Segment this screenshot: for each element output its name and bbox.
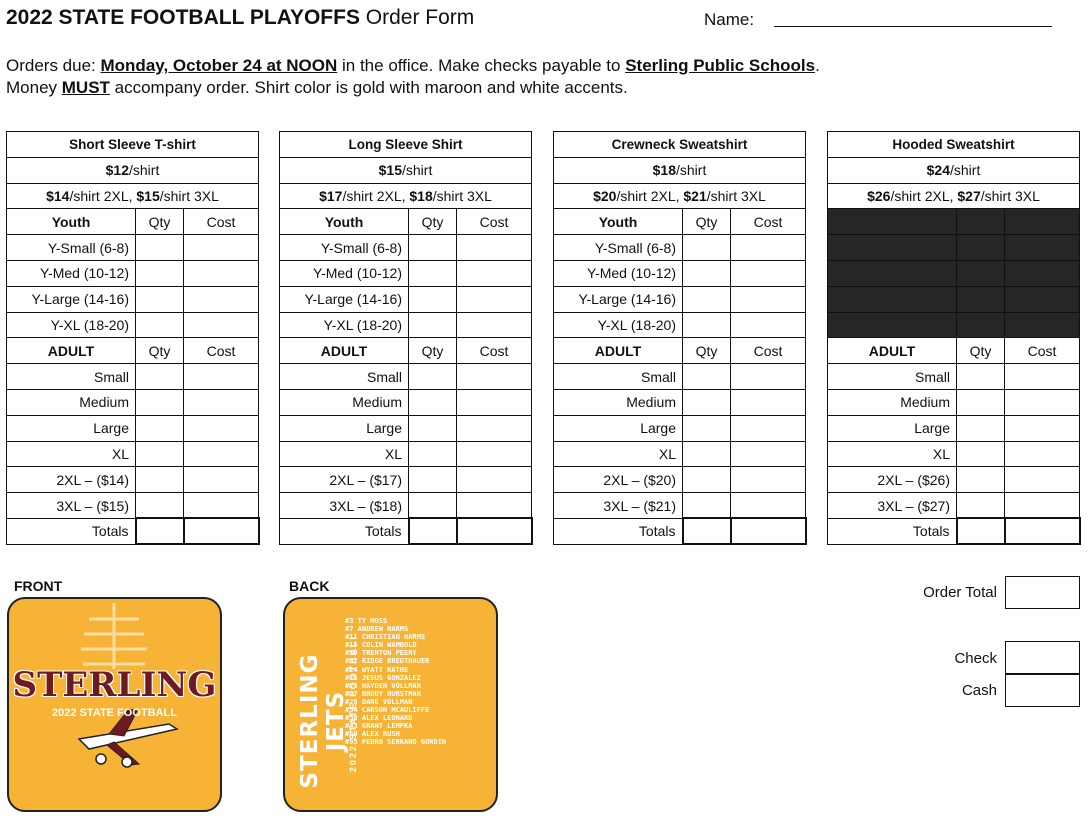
totals-label: Totals — [554, 518, 683, 544]
qty-input[interactable] — [409, 286, 457, 312]
cost-header: Cost — [184, 338, 259, 364]
roster-list — [345, 617, 446, 747]
qty-input[interactable] — [957, 467, 1005, 493]
price-unit: /shirt 2XL, — [616, 187, 684, 204]
blocked-cell — [1005, 209, 1080, 235]
cash-field[interactable] — [1005, 674, 1080, 707]
cost-input[interactable] — [184, 389, 259, 415]
qty-header: Qty — [409, 209, 457, 235]
blocked-cell — [828, 260, 957, 286]
cost-input[interactable] — [1005, 389, 1080, 415]
product-name: Short Sleeve T-shirt — [7, 132, 259, 158]
price-3xl: $27 — [957, 187, 981, 204]
qty-total-field[interactable] — [683, 518, 731, 544]
size-label: 3XL – ($18) — [280, 493, 409, 519]
size-label: 2XL – ($14) — [7, 467, 136, 493]
blocked-cell — [957, 286, 1005, 312]
cost-input[interactable] — [731, 493, 806, 519]
check-field[interactable] — [1005, 641, 1080, 674]
price-2xl: $20 — [593, 187, 617, 204]
intro-line-1 — [6, 55, 820, 77]
size-label: Y-XL (18-20) — [554, 312, 683, 338]
cost-input[interactable] — [1005, 467, 1080, 493]
price-3xl: $21 — [683, 187, 707, 204]
roster-line: #3 TY MOSS — [345, 617, 388, 625]
size-label: 3XL – ($21) — [554, 493, 683, 519]
back-vertical-sub: 2022 STATE FOOTBALL — [348, 631, 358, 773]
cost-input[interactable] — [731, 467, 806, 493]
blocked-cell — [828, 312, 957, 338]
size-label: Y-Small (6-8) — [7, 235, 136, 261]
cost-header: Cost — [457, 338, 532, 364]
size-label: Y-XL (18-20) — [7, 312, 136, 338]
roster-line: #15 COLIN WAMBOLD — [345, 641, 417, 650]
qty-input[interactable] — [957, 493, 1005, 519]
blocked-cell — [1005, 260, 1080, 286]
product-price-large — [554, 183, 806, 209]
product-price-large — [828, 183, 1080, 209]
cost-header: Cost — [1005, 338, 1080, 364]
qty-input[interactable] — [136, 364, 184, 390]
front-label: FRONT — [14, 578, 63, 594]
qty-input[interactable] — [683, 364, 731, 390]
intro-text-part: Orders due: — [6, 56, 101, 75]
qty-header: Qty — [683, 338, 731, 364]
roster-line: #7 ANDREW HARMS — [345, 625, 409, 634]
totals-label: Totals — [280, 518, 409, 544]
size-label: Large — [7, 415, 136, 441]
must-emphasis: MUST — [61, 78, 110, 97]
size-label: Medium — [7, 389, 136, 415]
qty-header: Qty — [683, 209, 731, 235]
cost-input[interactable] — [184, 441, 259, 467]
totals-label: Totals — [828, 518, 957, 544]
cost-input[interactable] — [731, 389, 806, 415]
price-unit: /shirt 2XL, — [890, 187, 958, 204]
cost-input[interactable] — [457, 364, 532, 390]
qty-input[interactable] — [136, 441, 184, 467]
cost-input[interactable] — [184, 415, 259, 441]
cost-header: Cost — [184, 209, 259, 235]
qty-header: Qty — [957, 338, 1005, 364]
cost-input[interactable] — [457, 389, 532, 415]
price-3xl: $18 — [409, 187, 433, 204]
size-label: Large — [554, 415, 683, 441]
qty-header: Qty — [136, 338, 184, 364]
size-label: Y-XL (18-20) — [280, 312, 409, 338]
blocked-cell — [1005, 286, 1080, 312]
size-label: Medium — [828, 389, 957, 415]
qty-input[interactable] — [683, 415, 731, 441]
qty-input[interactable] — [136, 260, 184, 286]
qty-input[interactable] — [409, 260, 457, 286]
cost-input[interactable] — [457, 260, 532, 286]
roster-line: #95 PEDRO SERRANO GORDIN — [345, 738, 447, 747]
due-date: Monday, October 24 at NOON — [100, 56, 338, 75]
product-name: Crewneck Sweatshirt — [554, 132, 806, 158]
product-price — [7, 157, 259, 183]
adult-header: ADULT — [828, 338, 957, 364]
intro-line-2 — [6, 77, 820, 99]
price-value: $12 — [105, 162, 129, 179]
price-unit: /shirt 2XL, — [342, 187, 410, 204]
intro-text-part: . — [815, 56, 820, 75]
blocked-cell — [828, 286, 957, 312]
cost-input[interactable] — [184, 260, 259, 286]
cost-input[interactable] — [457, 441, 532, 467]
roster-line: #25 JESUS GONZALEZ — [345, 673, 421, 682]
adult-header: ADULT — [554, 338, 683, 364]
cost-input[interactable] — [457, 235, 532, 261]
size-label: Y-Small (6-8) — [554, 235, 683, 261]
size-label: Y-Med (10-12) — [7, 260, 136, 286]
cost-input[interactable] — [731, 441, 806, 467]
size-label: Large — [828, 415, 957, 441]
size-label: XL — [7, 441, 136, 467]
qty-total-field[interactable] — [409, 518, 457, 544]
qty-input[interactable] — [957, 441, 1005, 467]
qty-header: Qty — [136, 209, 184, 235]
qty-total-field[interactable] — [136, 518, 184, 544]
size-label: Small — [7, 364, 136, 390]
check-label: Check — [954, 650, 997, 667]
intro-text — [6, 55, 820, 99]
price-2xl: $17 — [319, 187, 343, 204]
cost-input[interactable] — [1005, 364, 1080, 390]
roster-line: #38 ALEX LEONARD — [345, 714, 413, 723]
qty-input[interactable] — [683, 312, 731, 338]
qty-input[interactable] — [409, 415, 457, 441]
size-label: XL — [554, 441, 683, 467]
roster-line: #24 WYATT RATHE — [345, 665, 409, 674]
price-2xl: $14 — [46, 187, 70, 204]
product-name: Hooded Sweatshirt — [828, 132, 1080, 158]
size-label: Y-Med (10-12) — [280, 260, 409, 286]
price-3xl: $15 — [136, 187, 160, 204]
qty-header: Qty — [409, 338, 457, 364]
size-label: Medium — [554, 389, 683, 415]
adult-header: ADULT — [7, 338, 136, 364]
qty-input[interactable] — [683, 235, 731, 261]
qty-input[interactable] — [957, 389, 1005, 415]
youth-header: Youth — [7, 209, 136, 235]
qty-input[interactable] — [957, 415, 1005, 441]
cost-input[interactable] — [184, 467, 259, 493]
price-unit: /shirt — [950, 162, 981, 179]
cost-total-field[interactable] — [457, 518, 532, 544]
size-label: XL — [280, 441, 409, 467]
qty-input[interactable] — [136, 467, 184, 493]
shirt-front-image — [7, 597, 222, 812]
size-label: Y-Large (14-16) — [554, 286, 683, 312]
price-value: $15 — [378, 162, 402, 179]
size-label: Small — [828, 364, 957, 390]
qty-input[interactable] — [409, 312, 457, 338]
price-unit: /shirt 3XL — [159, 187, 219, 204]
intro-text-part: Money — [6, 78, 62, 97]
qty-input[interactable] — [683, 467, 731, 493]
size-label: 2XL – ($17) — [280, 467, 409, 493]
size-label: Y-Large (14-16) — [280, 286, 409, 312]
price-unit: /shirt — [129, 162, 160, 179]
size-label: Medium — [280, 389, 409, 415]
blocked-cell — [828, 209, 957, 235]
size-label: XL — [828, 441, 957, 467]
name-label: Name: — [704, 10, 755, 29]
cost-input[interactable] — [457, 286, 532, 312]
qty-input[interactable] — [683, 286, 731, 312]
cost-input[interactable] — [731, 260, 806, 286]
intro-text-part: accompany order. Shirt color is gold with maroon and white accents. — [109, 78, 628, 97]
qty-input[interactable] — [683, 260, 731, 286]
roster-line: #43 GRANT LEMPKA — [345, 722, 413, 731]
cost-input[interactable] — [1005, 441, 1080, 467]
cost-input[interactable] — [184, 364, 259, 390]
qty-input[interactable] — [136, 235, 184, 261]
back-vertical-title: STERLING JETS — [297, 653, 349, 789]
roster-line: #11 CHRISTIAN HARMS — [345, 633, 426, 642]
cost-header: Cost — [731, 209, 806, 235]
price-unit: /shirt 2XL, — [69, 187, 137, 204]
qty-input[interactable] — [409, 235, 457, 261]
size-label: Small — [280, 364, 409, 390]
cost-input[interactable] — [457, 415, 532, 441]
cost-input[interactable] — [457, 493, 532, 519]
blocked-cell — [957, 312, 1005, 338]
totals-label: Totals — [7, 518, 136, 544]
size-label: Y-Med (10-12) — [554, 260, 683, 286]
adult-header: ADULT — [280, 338, 409, 364]
cost-input[interactable] — [457, 312, 532, 338]
cost-input[interactable] — [731, 415, 806, 441]
qty-input[interactable] — [409, 389, 457, 415]
product-price — [554, 157, 806, 183]
roster-line: #27 BRODY HURSTMAN — [345, 689, 421, 698]
price-unit: /shirt — [402, 162, 433, 179]
order-total-field[interactable] — [1005, 576, 1080, 609]
price-value: $18 — [652, 162, 676, 179]
shirt-back-image — [283, 597, 498, 812]
back-label: BACK — [289, 578, 330, 594]
cost-input[interactable] — [1005, 493, 1080, 519]
qty-input[interactable] — [683, 493, 731, 519]
size-label: 2XL – ($26) — [828, 467, 957, 493]
price-2xl: $26 — [867, 187, 891, 204]
roster-line: #69 ALEX RUSH — [345, 730, 400, 739]
order-total-label: Order Total — [923, 584, 997, 601]
youth-header: Youth — [280, 209, 409, 235]
cost-total-field[interactable] — [184, 518, 259, 544]
cash-label: Cash — [961, 682, 997, 699]
product-price-large — [280, 183, 532, 209]
qty-input[interactable] — [409, 441, 457, 467]
roster-line: #34 CARSON MCAULIFFE — [345, 706, 430, 715]
youth-header: Youth — [554, 209, 683, 235]
product-name: Long Sleeve Shirt — [280, 132, 532, 158]
cost-input[interactable] — [731, 286, 806, 312]
qty-input[interactable] — [136, 415, 184, 441]
price-unit: /shirt 3XL — [706, 187, 766, 204]
shirt-table — [827, 131, 1081, 545]
roster-line: #28 DANE VOLLMAN — [345, 697, 413, 706]
front-logo-text: STERLING — [12, 665, 217, 705]
size-label: 2XL – ($20) — [554, 467, 683, 493]
size-label: Y-Small (6-8) — [280, 235, 409, 261]
cost-input[interactable] — [731, 364, 806, 390]
price-unit: /shirt 3XL — [432, 187, 492, 204]
shirt-table — [553, 131, 807, 545]
roster-line: #19 TRENTON PEERY — [345, 649, 417, 658]
page-title — [6, 6, 474, 30]
cost-input[interactable] — [184, 312, 259, 338]
cost-input[interactable] — [731, 235, 806, 261]
cost-input[interactable] — [184, 493, 259, 519]
shirt-table — [279, 131, 533, 545]
size-label: 3XL – ($27) — [828, 493, 957, 519]
blocked-cell — [957, 235, 1005, 261]
qty-input[interactable] — [409, 493, 457, 519]
payee: Sterling Public Schools — [625, 56, 816, 75]
blocked-cell — [1005, 312, 1080, 338]
product-price — [280, 157, 532, 183]
price-value: $24 — [926, 162, 950, 179]
product-price-large — [7, 183, 259, 209]
qty-input[interactable] — [409, 364, 457, 390]
cost-input[interactable] — [731, 312, 806, 338]
price-unit: /shirt 3XL — [980, 187, 1040, 204]
title-rest: Order Form — [359, 6, 475, 29]
size-label: Large — [280, 415, 409, 441]
size-label: Y-Large (14-16) — [7, 286, 136, 312]
blocked-cell — [957, 209, 1005, 235]
blocked-cell — [1005, 235, 1080, 261]
size-label: 3XL – ($15) — [7, 493, 136, 519]
qty-input[interactable] — [136, 312, 184, 338]
front-sub-text: 2022 STATE FOOTBALL — [52, 707, 177, 719]
blocked-cell — [828, 235, 957, 261]
cost-header: Cost — [457, 209, 532, 235]
qty-input[interactable] — [683, 389, 731, 415]
cost-input[interactable] — [184, 286, 259, 312]
qty-total-field[interactable] — [957, 518, 1005, 544]
qty-input[interactable] — [683, 441, 731, 467]
cost-header: Cost — [731, 338, 806, 364]
qty-input[interactable] — [136, 389, 184, 415]
cost-input[interactable] — [184, 235, 259, 261]
roster-line: #25 HAYDEN VOLLMAN — [345, 681, 421, 690]
shirt-table — [6, 131, 260, 545]
qty-input[interactable] — [136, 286, 184, 312]
size-label: Small — [554, 364, 683, 390]
blocked-cell — [957, 260, 1005, 286]
cost-total-field[interactable] — [731, 518, 806, 544]
title-bold: 2022 STATE FOOTBALL PLAYOFFS — [6, 6, 360, 29]
intro-text-part: in the office. Make checks payable to — [337, 56, 626, 75]
roster-line: #22 RIDGE BREDTHAUER — [345, 657, 430, 666]
name-field[interactable] — [774, 26, 1052, 27]
cost-input[interactable] — [1005, 415, 1080, 441]
cost-total-field[interactable] — [1005, 518, 1080, 544]
qty-input[interactable] — [409, 467, 457, 493]
product-price — [828, 157, 1080, 183]
qty-input[interactable] — [136, 493, 184, 519]
qty-input[interactable] — [957, 364, 1005, 390]
price-unit: /shirt — [676, 162, 707, 179]
cost-input[interactable] — [457, 467, 532, 493]
